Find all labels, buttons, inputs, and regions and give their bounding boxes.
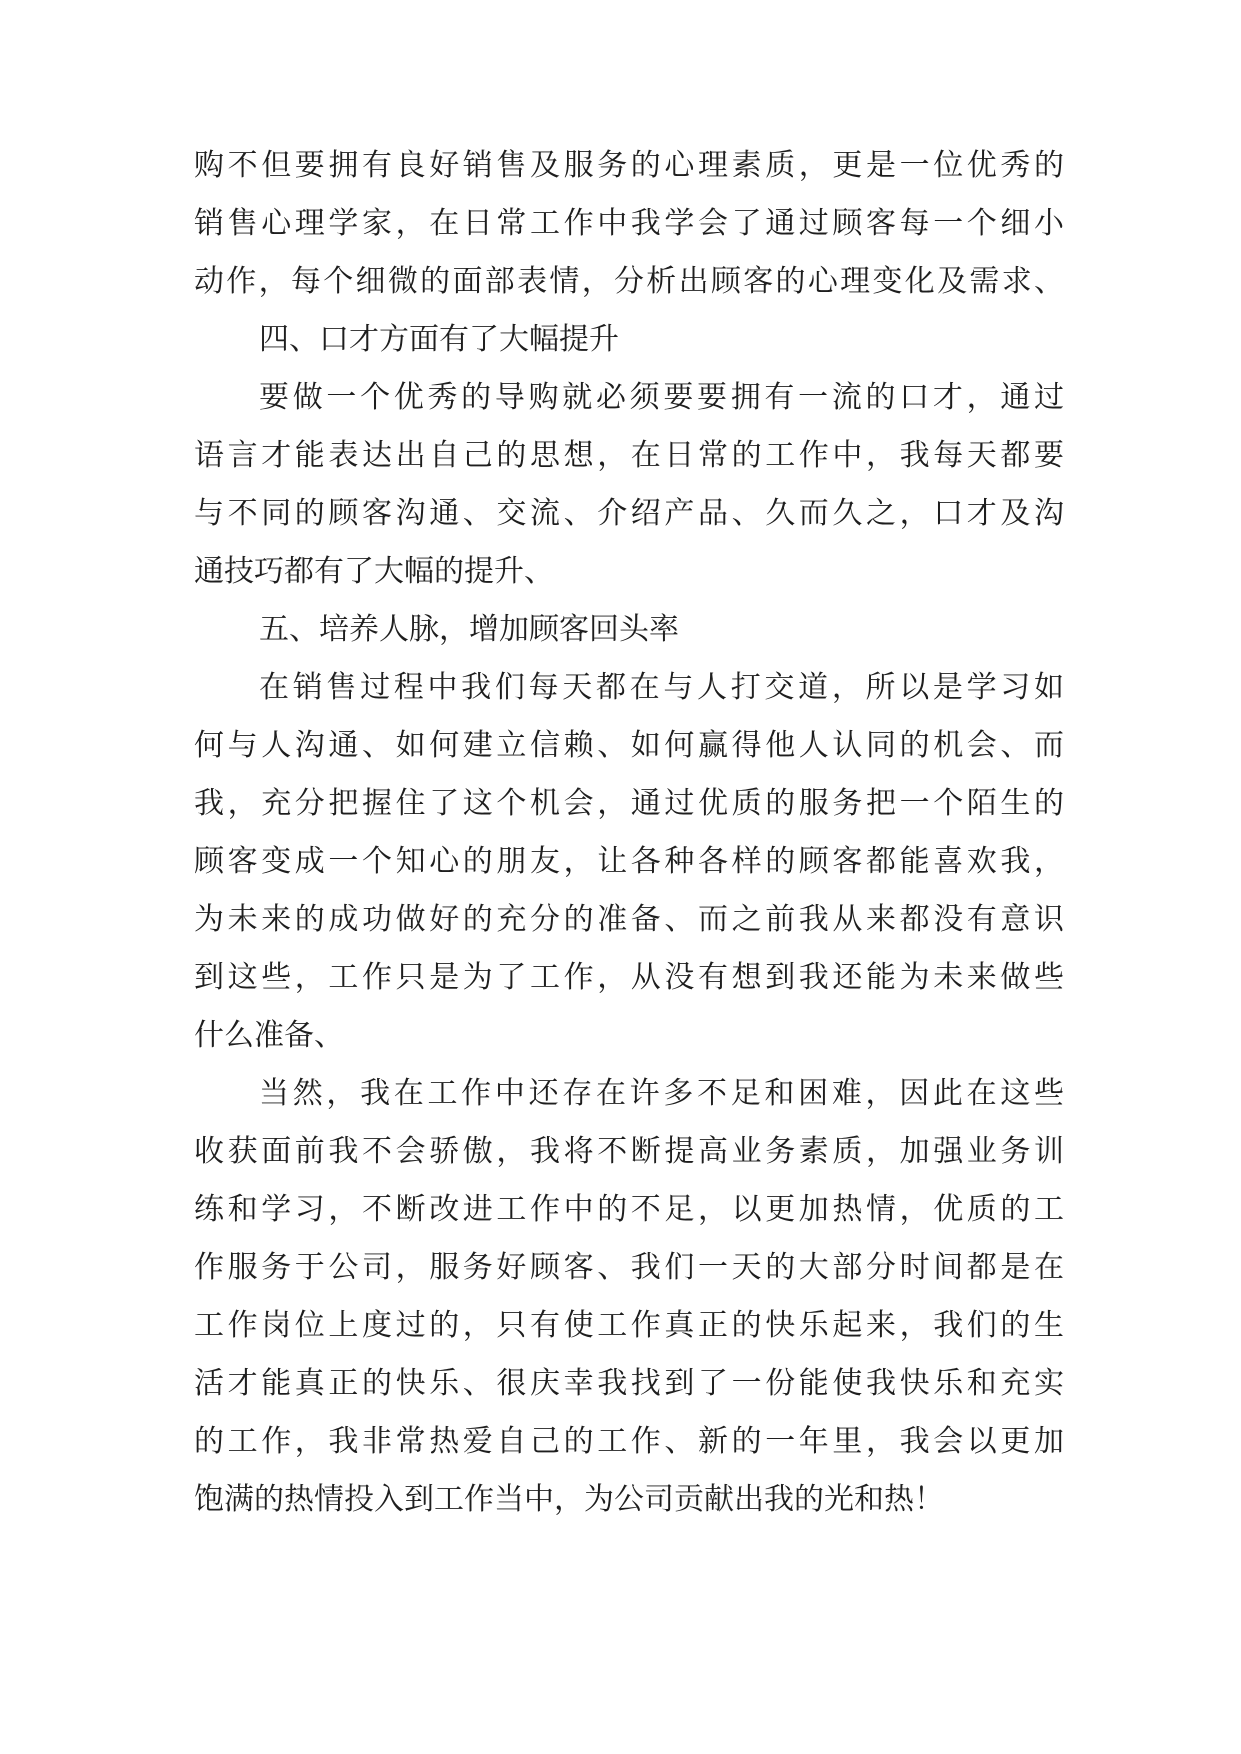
text-line: 为未来的成功做好的充分的准备、而之前我从来都没有意识	[194, 902, 1064, 937]
text-line: 练和学习，不断改进工作中的不足，以更加热情，优质的工	[194, 1192, 1064, 1227]
text-line: 购不但要拥有良好销售及服务的心理素质，更是一位优秀的	[194, 148, 1064, 183]
text-line: 与不同的顾客沟通、交流、介绍产品、久而久之，口才及沟	[194, 496, 1064, 531]
text-line: 通技巧都有了大幅的提升、	[194, 554, 554, 589]
text-line: 我，充分把握住了这个机会，通过优质的服务把一个陌生的	[194, 786, 1064, 821]
text-line: 饱满的热情投入到工作当中，为公司贡献出我的光和热！	[194, 1482, 944, 1517]
section-heading: 五、培养人脉，增加顾客回头率	[259, 612, 679, 647]
text-line: 要做一个优秀的导购就必须要要拥有一流的口才，通过	[259, 380, 1064, 415]
text-line: 顾客变成一个知心的朋友，让各种各样的顾客都能喜欢我，	[194, 844, 1064, 879]
text-line: 工作岗位上度过的，只有使工作真正的快乐起来，我们的生	[194, 1308, 1064, 1343]
text-line: 收获面前我不会骄傲，我将不断提高业务素质，加强业务训	[194, 1134, 1064, 1169]
section-heading: 四、口才方面有了大幅提升	[259, 322, 619, 357]
text-line: 在销售过程中我们每天都在与人打交道，所以是学习如	[259, 670, 1064, 705]
text-line: 销售心理学家，在日常工作中我学会了通过顾客每一个细小	[194, 206, 1064, 241]
text-line: 何与人沟通、如何建立信赖、如何赢得他人认同的机会、而	[194, 728, 1064, 763]
text-line: 什么准备、	[194, 1018, 344, 1053]
text-line: 到这些，工作只是为了工作，从没有想到我还能为未来做些	[194, 960, 1064, 995]
text-line: 当然，我在工作中还存在许多不足和困难，因此在这些	[259, 1076, 1064, 1111]
text-line: 的工作，我非常热爱自己的工作、新的一年里，我会以更加	[194, 1424, 1064, 1459]
text-line: 活才能真正的快乐、很庆幸我找到了一份能使我快乐和充实	[194, 1366, 1064, 1401]
text-line: 语言才能表达出自己的思想，在日常的工作中，我每天都要	[194, 438, 1064, 473]
text-line: 动作，每个细微的面部表情，分析出顾客的心理变化及需求、	[194, 264, 1064, 299]
text-line: 作服务于公司，服务好顾客、我们一天的大部分时间都是在	[194, 1250, 1064, 1285]
